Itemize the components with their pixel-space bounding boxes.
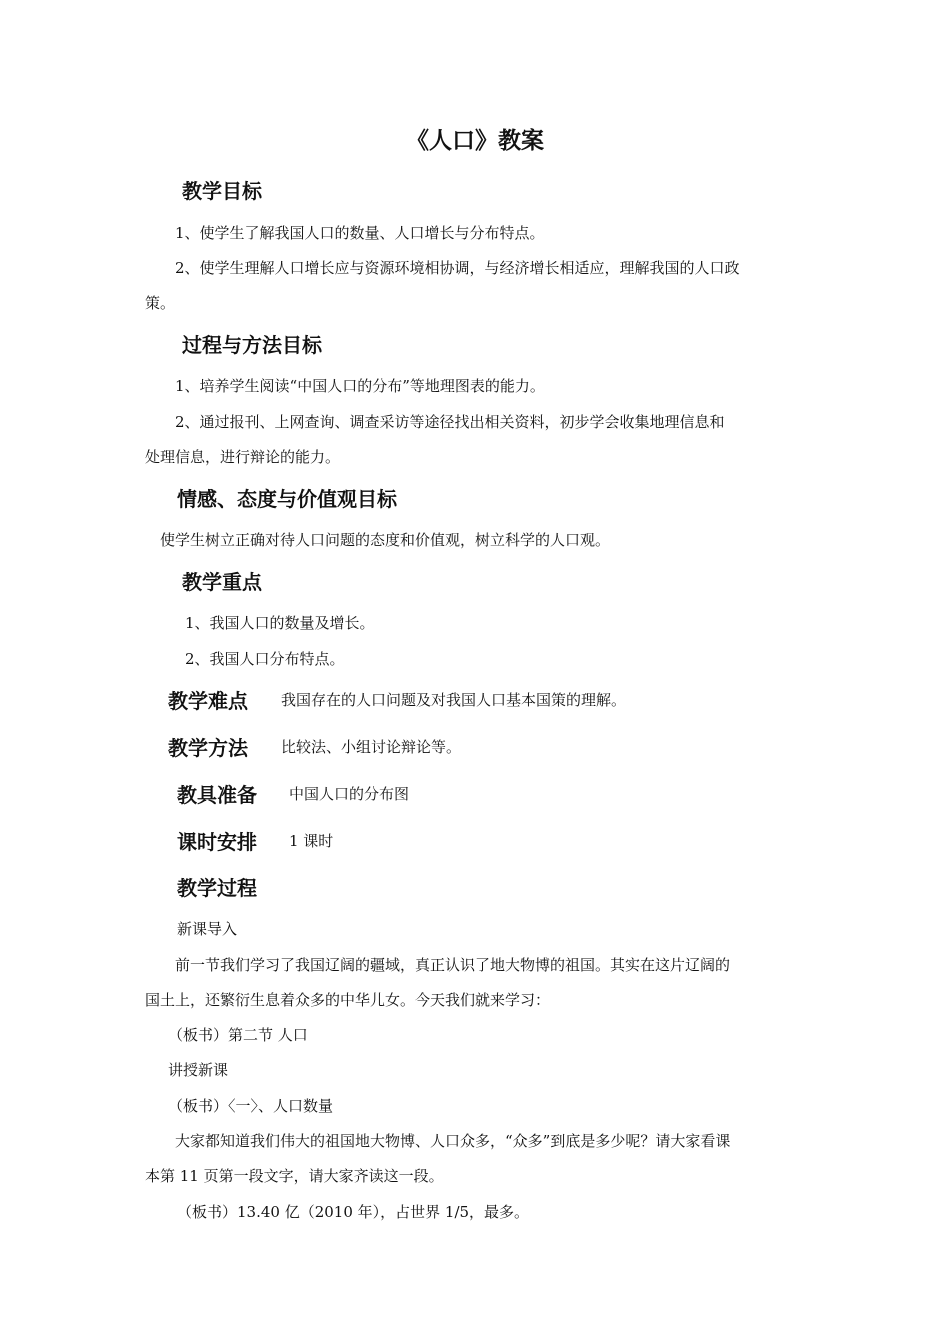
objective-item: 策。 <box>145 294 176 312</box>
process-line: 讲授新课 <box>168 1061 229 1079</box>
tools-heading: 教具准备 <box>177 783 257 807</box>
objective-item: 2、使学生理解人口增长应与资源环境相协调，与经济增长相适应，理解我国的人口政 <box>175 259 740 277</box>
process-line: 新课导入 <box>177 920 238 938</box>
schedule-text: 1 课时 <box>289 832 334 850</box>
emotion-goal-text: 使学生树立正确对待人口问题的态度和价值观，树立科学的人口观。 <box>160 531 611 549</box>
process-line: 大家都知道我们伟大的祖国地大物博、人口众多，“众多”到底是多少呢？请大家看课 <box>175 1132 731 1150</box>
method-text: 比较法、小组讨论辩论等。 <box>281 738 462 756</box>
process-line: （板书）13.40 亿（2010 年），占世界 1/5，最多。 <box>177 1203 530 1221</box>
key-points-heading: 教学重点 <box>182 570 262 594</box>
process-heading: 教学过程 <box>177 876 257 900</box>
difficulty-text: 我国存在的人口问题及对我国人口基本国策的理解。 <box>281 691 627 709</box>
schedule-heading: 课时安排 <box>177 830 257 854</box>
method-heading: 教学方法 <box>168 736 248 760</box>
process-goals-heading: 过程与方法目标 <box>182 333 322 357</box>
page-title: 《人口》教案 <box>406 128 544 154</box>
difficulty-heading: 教学难点 <box>168 689 248 713</box>
process-line: （板书）〈一〉、人口数量 <box>168 1097 334 1115</box>
key-point-item: 1、我国人口的数量及增长。 <box>185 614 375 632</box>
emotion-goals-heading: 情感、态度与价值观目标 <box>177 487 397 511</box>
process-goal-item: 1、培养学生阅读“中国人口的分布”等地理图表的能力。 <box>175 377 545 395</box>
tools-text: 中国人口的分布图 <box>289 785 410 803</box>
process-line: （板书）第二节 人口 <box>168 1026 308 1044</box>
process-line: 前一节我们学习了我国辽阔的疆域，真正认识了地大物博的祖国。其实在这片辽阔的 <box>175 956 731 974</box>
key-point-item: 2、我国人口分布特点。 <box>185 650 345 668</box>
process-goal-item: 2、通过报刊、上网查询、调查采访等途径找出相关资料，初步学会收集地理信息和 <box>175 413 725 431</box>
process-line: 本第 11 页第一段文字，请大家齐读这一段。 <box>145 1167 444 1185</box>
process-goal-item: 处理信息，进行辩论的能力。 <box>145 448 341 466</box>
objectives-heading: 教学目标 <box>182 179 262 203</box>
objective-item: 1、使学生了解我国人口的数量、人口增长与分布特点。 <box>175 224 545 242</box>
process-line: 国土上，还繁衍生息着众多的中华儿女。今天我们就来学习： <box>145 991 551 1009</box>
